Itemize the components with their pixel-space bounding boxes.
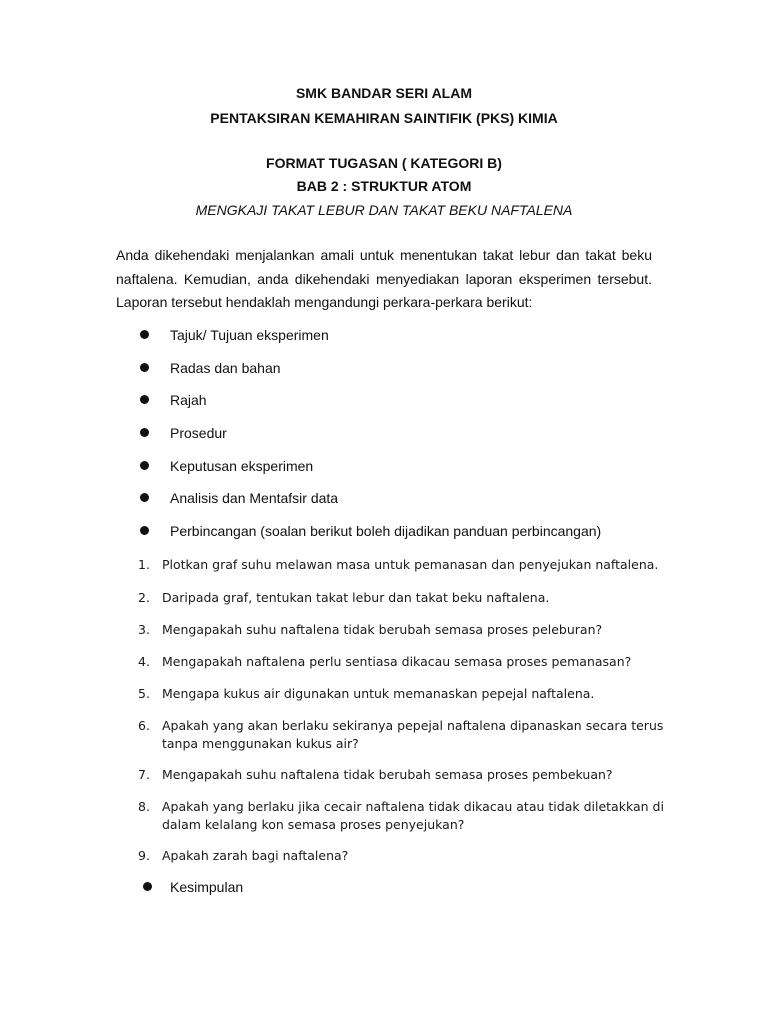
bullet-icon bbox=[143, 882, 152, 891]
question-text: Apakah yang berlaku jika cecair naftalena tidak dikacau atau tidak diletakkan di bbox=[162, 799, 664, 814]
list-item-label: Perbincangan (soalan berikut boleh dijadikan panduan perbincangan) bbox=[170, 523, 602, 539]
question-text: Mengapakah suhu naftalena tidak berubah semasa proses peleburan? bbox=[162, 622, 603, 637]
bullet-icon bbox=[140, 461, 149, 470]
bullet-icon bbox=[140, 493, 149, 502]
question-number: 6. bbox=[138, 718, 150, 733]
chapter-title: BAB 2 : STRUKTUR ATOM bbox=[296, 178, 472, 194]
question-text: Mengapakah suhu naftalena tidak berubah semasa proses pembekuan? bbox=[162, 767, 613, 782]
experiment-title: MENGKAJI TAKAT LEBUR DAN TAKAT BEKU NAFTALENA bbox=[195, 202, 573, 218]
list-item-label: Tajuk/ Tujuan eksperimen bbox=[170, 327, 329, 343]
bullet-icon bbox=[140, 363, 149, 372]
list-item-label: Analisis dan Mentafsir data bbox=[170, 490, 339, 506]
question-number: 5. bbox=[138, 686, 150, 701]
list-item-label: Keputusan eksperimen bbox=[170, 458, 314, 474]
bullet-icon bbox=[140, 330, 149, 339]
question-number: 3. bbox=[138, 622, 150, 637]
question-number: 7. bbox=[138, 767, 150, 782]
assessment-title: PENTAKSIRAN KEMAHIRAN SAINTIFIK (PKS) KIMIA bbox=[210, 110, 558, 126]
question-number: 4. bbox=[138, 654, 150, 669]
bullet-icon bbox=[140, 526, 149, 535]
bullet-icon bbox=[140, 428, 149, 437]
question-number: 8. bbox=[138, 799, 150, 814]
question-text: Apakah yang akan berlaku sekiranya pepejal naftalena dipanaskan secara terus bbox=[162, 718, 664, 733]
question-text: Apakah zarah bagi naftalena? bbox=[162, 848, 349, 863]
question-text: Mengapakah naftalena perlu sentiasa dikacau semasa proses pemanasan? bbox=[162, 654, 632, 669]
question-text-continued: tanpa menggunakan kukus air? bbox=[162, 736, 359, 751]
school-name: SMK BANDAR SERI ALAM bbox=[295, 85, 473, 101]
intro-line: Laporan tersebut hendaklah mengandungi perkara-perkara berikut: bbox=[116, 294, 533, 310]
intro-line: naftalena. Kemudian, anda dikehendaki menyediakan laporan eksperimen tersebut. bbox=[116, 270, 652, 287]
intro-line: Anda dikehendaki menjalankan amali untuk menentukan takat lebur dan takat beku bbox=[116, 247, 652, 263]
question-number: 2. bbox=[138, 590, 150, 605]
list-item-label: Rajah bbox=[170, 392, 207, 408]
task-format: FORMAT TUGASAN ( KATEGORI B) bbox=[266, 155, 502, 171]
intro-paragraph bbox=[116, 244, 652, 315]
question-text: Daripada graf, tentukan takat lebur dan takat beku naftalena. bbox=[162, 590, 550, 605]
list-item-label: Radas dan bahan bbox=[170, 360, 281, 376]
question-text: Plotkan graf suhu melawan masa untuk pemanasan dan penyejukan naftalena. bbox=[162, 557, 659, 572]
question-text: Mengapa kukus air digunakan untuk memanaskan pepejal naftalena. bbox=[162, 686, 595, 701]
question-number: 1. bbox=[138, 557, 150, 572]
bullet-icon bbox=[140, 395, 149, 404]
list-item-label: Kesimpulan bbox=[170, 879, 244, 895]
question-number: 9. bbox=[138, 848, 150, 863]
question-text-continued: dalam kelalang kon semasa proses penyejukan? bbox=[162, 817, 465, 832]
list-item-label: Prosedur bbox=[170, 425, 227, 441]
